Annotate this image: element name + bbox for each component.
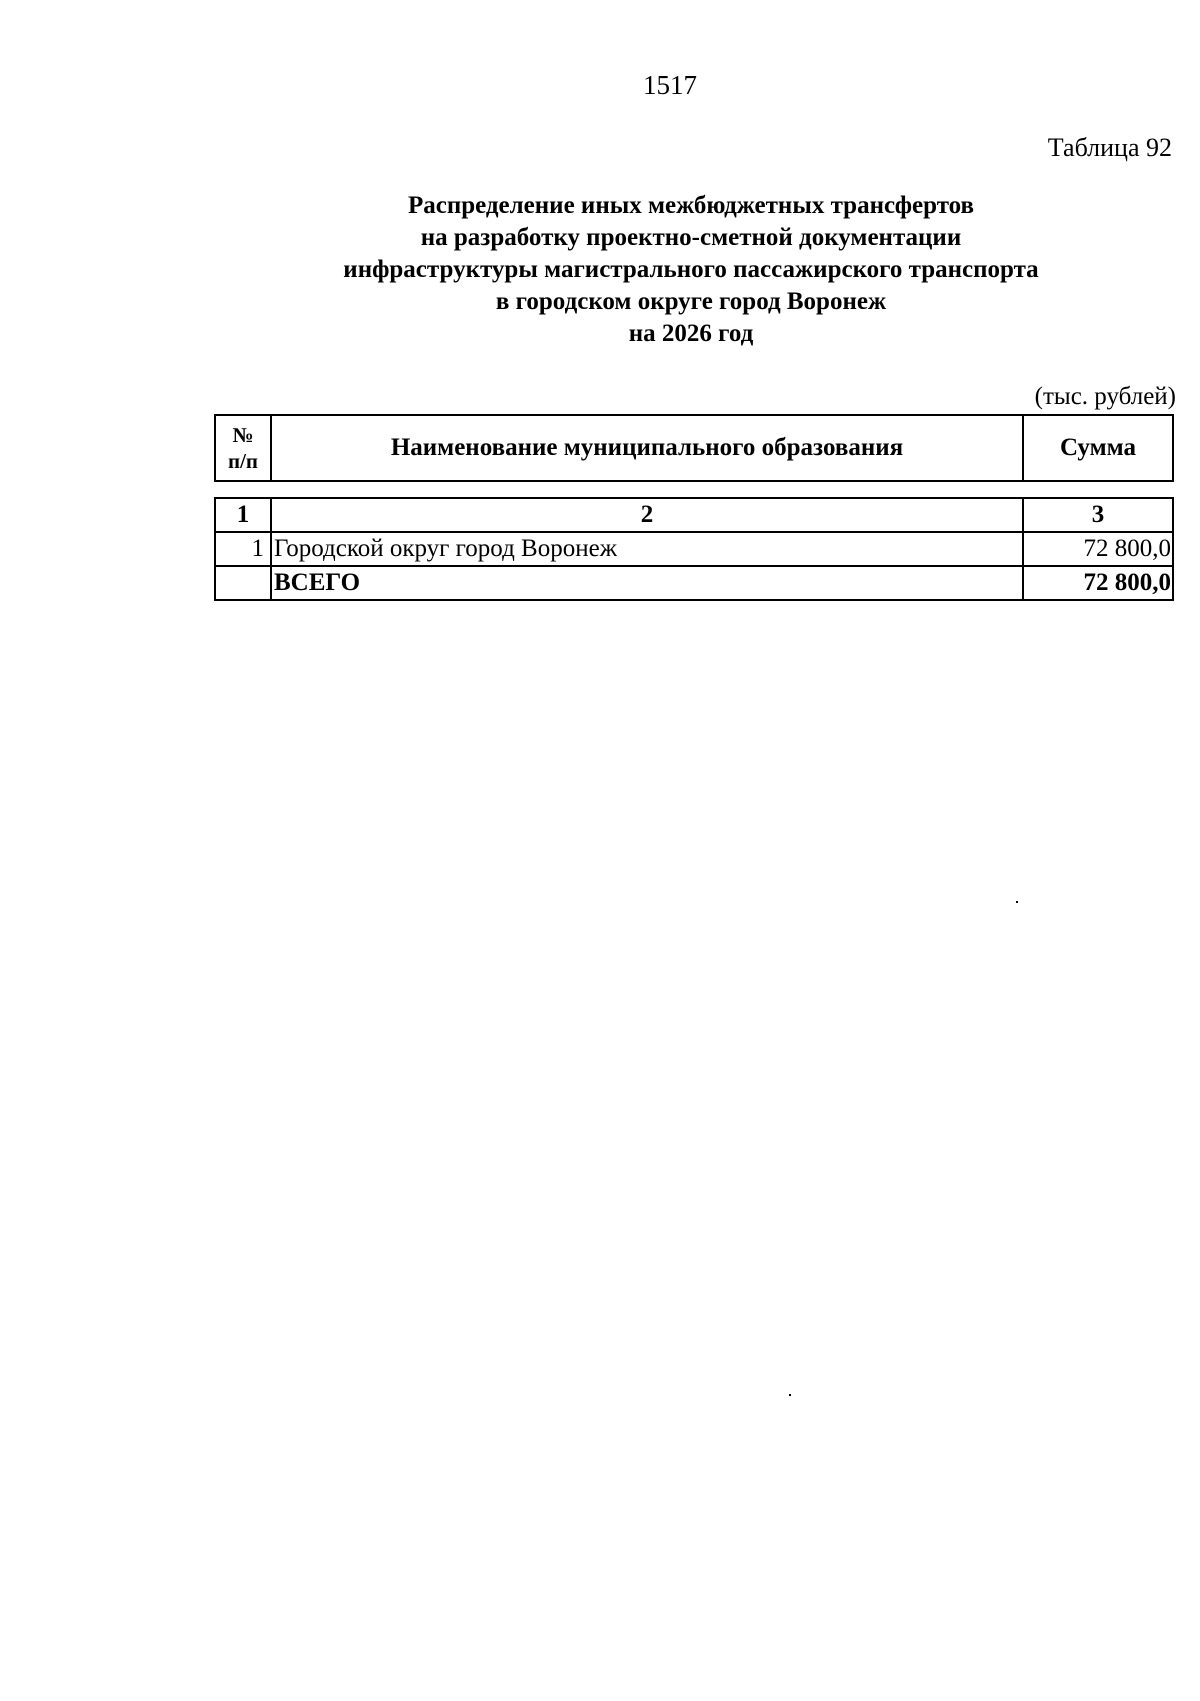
row-name: Городской округ город Воронеж [271, 532, 1023, 566]
title-line-5: на 2026 год [628, 320, 754, 347]
header-number-abbrev: п/п [227, 449, 259, 473]
total-row [215, 566, 1173, 600]
total-label: ВСЕГО [271, 566, 1023, 600]
table-label: Таблица 92 [1047, 133, 1172, 162]
column-number-row [215, 498, 1173, 532]
table-row [215, 532, 1173, 566]
title-line-2: на разработку проектно-сметной документации [420, 224, 962, 251]
header-number-cell [215, 415, 271, 481]
units-note: (тыс. рублей) [1034, 383, 1176, 410]
header-sum-cell: Сумма [1023, 415, 1173, 481]
document-title [0, 190, 1200, 350]
header-row [215, 415, 1173, 481]
scan-speck [789, 1394, 791, 1396]
table-header [214, 414, 1174, 482]
title-line-1: Распределение иных межбюджетных трансфертов [407, 192, 975, 219]
row-number: 1 [215, 532, 271, 566]
title-line-3: инфраструктуры магистрального пассажирского транспорта [343, 256, 1039, 283]
header-number-symbol: № [232, 423, 254, 447]
scan-speck [1016, 901, 1018, 903]
column-number-2: 2 [271, 498, 1023, 532]
column-number-3: 3 [1023, 498, 1173, 532]
total-number [215, 566, 271, 600]
table-body [214, 497, 1174, 601]
header-name-cell: Наименование муниципального образования [271, 415, 1023, 481]
title-line-4: в городском округе город Воронеж [495, 288, 887, 315]
page-number: 1517 [643, 70, 697, 100]
column-number-1: 1 [215, 498, 271, 532]
total-sum: 72 800,0 [1023, 566, 1173, 600]
row-sum: 72 800,0 [1023, 532, 1173, 566]
